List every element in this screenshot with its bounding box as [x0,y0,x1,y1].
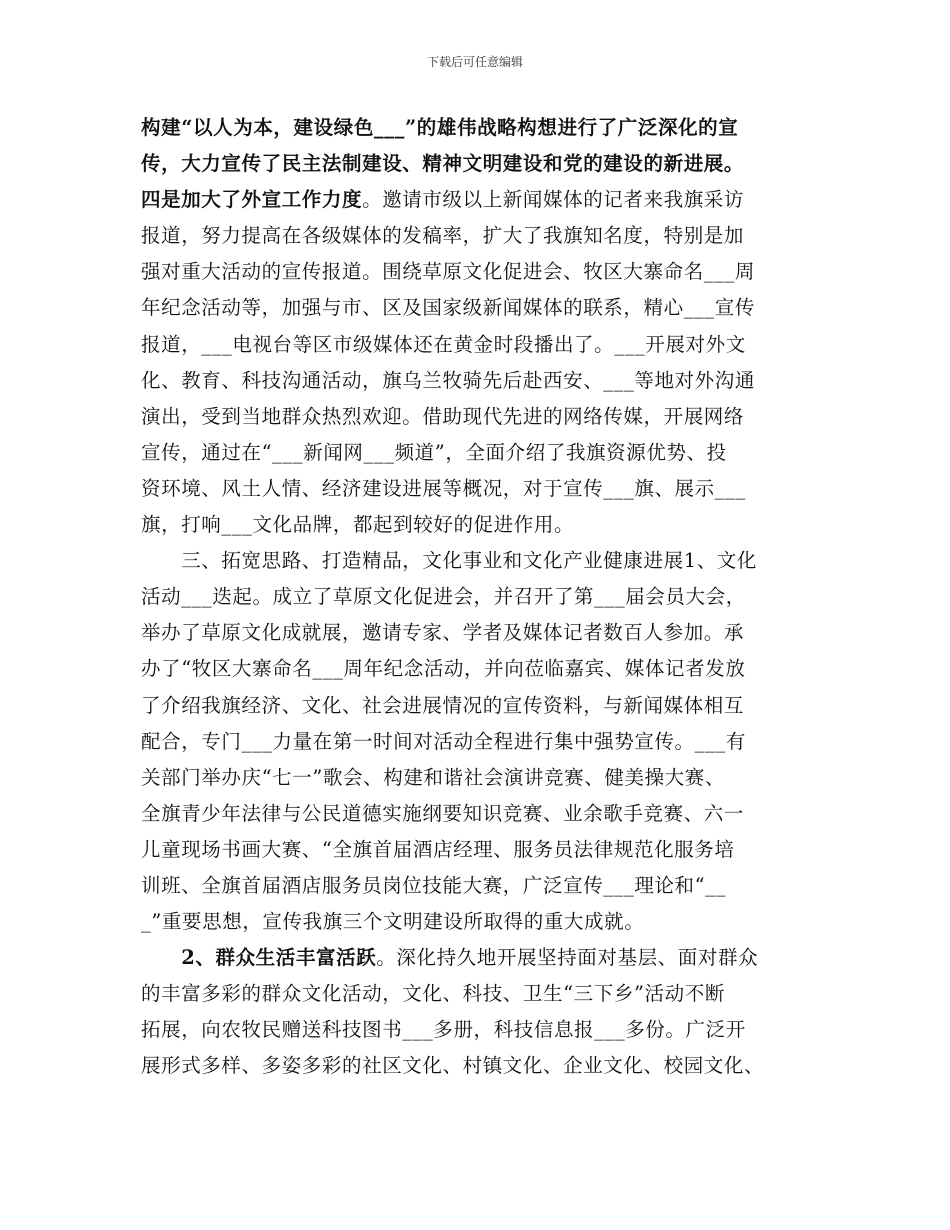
regular-text: 强对重大活动的宣传报道。围绕草原文化促进会、牧区大寨命名___周 [141,260,755,284]
page-header: 下载后可任意编辑 [426,55,523,69]
text-line [141,363,831,399]
text-line [141,579,831,615]
bold-text: 2、群众生活丰富活跃 [141,946,377,970]
text-line [141,471,831,507]
text-line [141,796,831,832]
regular-text: 报道，___电视台等区市级媒体还在黄金时段播出了。___开展对外文 [141,332,746,356]
text-line [141,110,831,146]
text-line [141,146,831,182]
text-line [141,688,831,724]
regular-text: 宣传，通过在“___新闻网___频道”，全面介绍了我旗资源优势、投 [141,440,727,464]
regular-text: 配合，专门___力量在第一时间对活动全程进行集中强势宣传。___有 [141,729,746,753]
regular-text: 举办了草原文化成就展，邀请专家、学者及媒体记者数百人参加。承 [141,621,745,645]
text-line [141,904,831,940]
bold-text: 四是加大了外宣工作力度 [141,188,363,212]
text-line [141,868,831,904]
regular-text: 三、拓宽思路、打造精品，文化事业和文化产业健康进展1、文化 [141,549,758,573]
regular-text: 的丰富多彩的群众文化活动，文化、科技、卫生“三下乡”活动不断 [141,982,725,1006]
text-line [141,760,831,796]
regular-text: 演出，受到当地群众热烈欢迎。借助现代先进的网络传媒，开展网络 [141,404,745,428]
regular-text: 活动___迭起。成立了草原文化促进会，并召开了第___届会员大会， [141,585,746,609]
text-line [141,543,831,579]
regular-text: 资环境、风土人情、经济建设进展等概况，对于宣传___旗、展示___ [141,476,746,500]
text-line [141,615,831,651]
regular-text: 训班、全旗首届酒店服务员岗位技能大赛，广泛宣传___理论和“__ [141,873,726,897]
text-line [141,1048,831,1084]
text-line [141,218,831,254]
text-line [141,940,831,976]
text-line [141,507,831,543]
regular-text: 关部门举办庆“七一”歌会、构建和谐社会演讲竞赛、健美操大赛、 [141,765,725,789]
text-line [141,1012,831,1048]
bold-text: 构建“以人为本，建设绿色___”的雄伟战略构想进行了广泛深化的宣 [141,116,739,139]
text-line [141,724,831,760]
text-line [141,254,831,290]
regular-text: 拓展，向农牧民赠送科技图书___多册，科技信息报___多份。广泛开 [141,1018,746,1042]
text-line [141,651,831,687]
regular-text: 儿童现场书画大赛、“全旗首届酒店经理、服务员法律规范化服务培 [141,837,735,861]
body-text [141,110,831,1085]
regular-text: 旗，打响___文化品牌，都起到较好的促进作用。 [141,513,575,537]
text-line [141,399,831,435]
text-line [141,327,831,363]
regular-text: 了介绍我旗经济、文化、社会进展情况的宣传资料，与新闻媒体相互 [141,693,745,717]
regular-text: 展形式多样、多姿多彩的社区文化、村镇文化、企业文化、校园文化、 [141,1054,765,1078]
regular-text: 年纪念活动等，加强与市、区及国家级新闻媒体的联系，精心___宣传 [141,296,755,320]
text-line [141,182,831,218]
text-line [141,832,831,868]
regular-text: _”重要思想，宣传我旗三个文明建设所取得的重大成就。 [141,910,645,934]
regular-text: 办了“牧区大寨命名___周年纪念活动，并向莅临嘉宾、媒体记者发放 [141,657,746,681]
regular-text: 全旗青少年法律与公民道德实施纲要知识竞赛、业余歌手竞赛、六一 [141,801,745,825]
text-line [141,976,831,1012]
bold-text: 传，大力宣传了民主法制建设、精神文明建设和党的建设的新进展。 [141,152,745,176]
regular-text: 报道，努力提高在各级媒体的发稿率，扩大了我旗知名度，特别是加 [141,224,745,248]
regular-text: 。邀请市级以上新闻媒体的记者来我旗采访 [362,188,745,212]
regular-text: 。深化持久地开展坚持面对基层、面对群众 [376,946,759,970]
text-line [141,290,831,326]
regular-text: 化、教育、科技沟通活动，旗乌兰牧骑先后赴西安、___等地对外沟通 [141,368,755,392]
text-line [141,435,831,471]
